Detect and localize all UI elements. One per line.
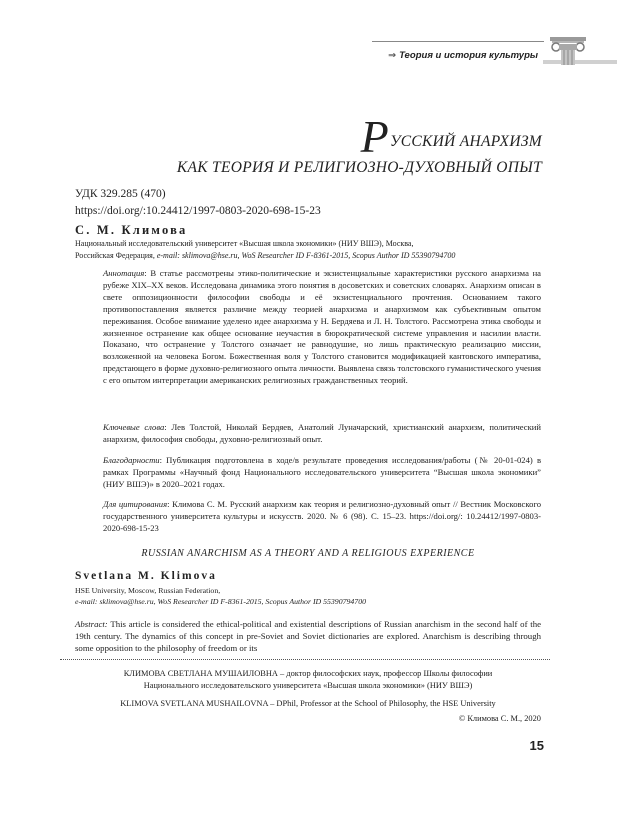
author-affiliation-ru — [75, 238, 545, 261]
keywords-text: : Лев Толстой, Николай Бердяев, Анатолий Луначарский, христианский анархизм, политический анархизм, философия свободы, духовно-религиозный опыт. — [103, 422, 541, 444]
abstract-text: : В статье рассмотрены этико-политические и экзистенциальные характеристики русского анархизма на рубеже XIX–XX веков. Исследована динамика этого понятия в досоветских и советских словарях. Анархизм описан в свете оппозиционности философии свободы и её экзистенциального прочтения. Основанием такого противопоставления является различие между теорией анархизма и анархизмом как субъективным опытом переживания. Особое внимание уделено идее анархизма у Н. Бердяева и Л. Н. Толстого. Рассмотрена этика свободы и жизненное остранение как общее основание неучастия в бюрократической системе управления и насилии власти. Показано, что остранение у Толстого означает не равнодушие, но лишь практическую реализацию миссии, возложенной на человека Богом. Божественная воля у Толстого становится модификацией кантовского императива, предстающего в форме духовно-религиозного опыта личности. Выявлена связь толстовского гуманистического учения с его опытом интерпретации американских религиозных гражданственных теорий. — [103, 268, 541, 386]
citation-label: Для цитирования — [103, 499, 168, 509]
affiliation-contacts — [75, 250, 545, 262]
abstract-ru — [103, 268, 541, 387]
keywords-ru — [103, 422, 541, 446]
footnote-ru-line-2: Национального исследовательского университета «Высшая школа экономики» (НИУ ВШЭ) — [143, 681, 473, 690]
keywords-label: Ключевые слова — [103, 422, 165, 432]
footnote-author-ru — [75, 668, 541, 692]
abstract-en — [75, 618, 541, 655]
arrow-icon: ⇒ — [388, 50, 397, 61]
citation-ru — [103, 499, 541, 535]
footnote-ru-line-1: КЛИМОВА СВЕТЛАНА МУШАИЛОВНА – доктор философских наук, профессор Школы философии — [123, 669, 493, 678]
udc-code: УДК 329.285 (470) — [75, 188, 166, 200]
author-affiliation-en — [75, 586, 545, 607]
author-email-ids-en: e-mail: sklimova@hse.ru, WoS Researcher ID F-8361-2015, Scopus Author ID 55390794700 — [75, 596, 366, 606]
doi-link[interactable]: https://doi.org/:10.24412/1997-0803-2020-698-15-23 — [75, 205, 321, 217]
title-line-1: УССКИЙ АНАРХИЗМ — [389, 133, 542, 150]
abstract-en-label: Abstract: — [75, 619, 108, 629]
section-title: Теория и история культуры — [399, 50, 538, 61]
footnote-divider — [60, 659, 550, 660]
acknowledgements-ru — [103, 455, 541, 491]
affiliation-line-en: HSE University, Moscow, Russian Federation, — [75, 586, 221, 595]
affiliation-country: Российская Федерация, — [75, 250, 157, 260]
abstract-en-text: This article is considered the ethical-political and existential descriptions of Russian anarchism in the second half of the 19th century. The dynamics of this concept in pre-Soviet and Soviet dictionaries are explored. Anarchism is describing through some opposition to the philosophy of freedom or its — [75, 619, 541, 654]
acknowledgements-label: Благодарности — [103, 455, 160, 465]
article-title — [176, 111, 542, 179]
article-title-en: RUSSIAN ANARCHISM AS A THEORY AND A RELIGIOUS EXPERIENCE — [141, 548, 475, 559]
title-line-2: КАК ТЕОРИЯ И РЕЛИГИОЗНО-ДУХОВНЫЙ ОПЫТ — [176, 159, 542, 176]
column-capital-icon — [548, 35, 588, 67]
running-header — [360, 50, 538, 61]
page-number: 15 — [529, 738, 544, 753]
author-name-ru: С. М. Климова — [75, 223, 188, 237]
title-drop-cap: Р — [360, 111, 389, 162]
author-name-en: Svetlana M. Klimova — [75, 570, 217, 582]
acknowledgements-text: : Публикация подготовлена в ходе/в результате проведения исследования/работы (№ 20-01-024) в рамках Программы «Научный фонд Национального исследовательского университета “Высшая школа экономики” (НИУ ВШЭ)» в 2020–2021 годах. — [103, 455, 541, 489]
header-rule — [372, 41, 544, 42]
author-email-ids: e-mail: sklimova@hse.ru, WoS Researcher ID F-8361-2015, Scopus Author ID 55390794700 — [156, 250, 456, 260]
affiliation-line: Национальный исследовательский университет «Высшая школа экономики» (НИУ ВШЭ), Москва, — [75, 239, 414, 248]
abstract-label: Аннотация — [103, 268, 145, 278]
citation-text: : Климова С. М. Русский анархизм как теория и религиозно-духовный опыт // Вестник Московского государственного университета культуры и искусств. 2020. № 6 (98). С. 15–23. https://doi.org/: 10.24412/1997-0803-2020-698-15-23 — [103, 499, 541, 533]
footnote-copyright: © Климова С. М., 2020 — [458, 714, 541, 723]
footnote-author-en: KLIMOVA SVETLANA MUSHAILOVNA – DPhil, Professor at the School of Philosophy, the HSE University — [120, 699, 496, 708]
